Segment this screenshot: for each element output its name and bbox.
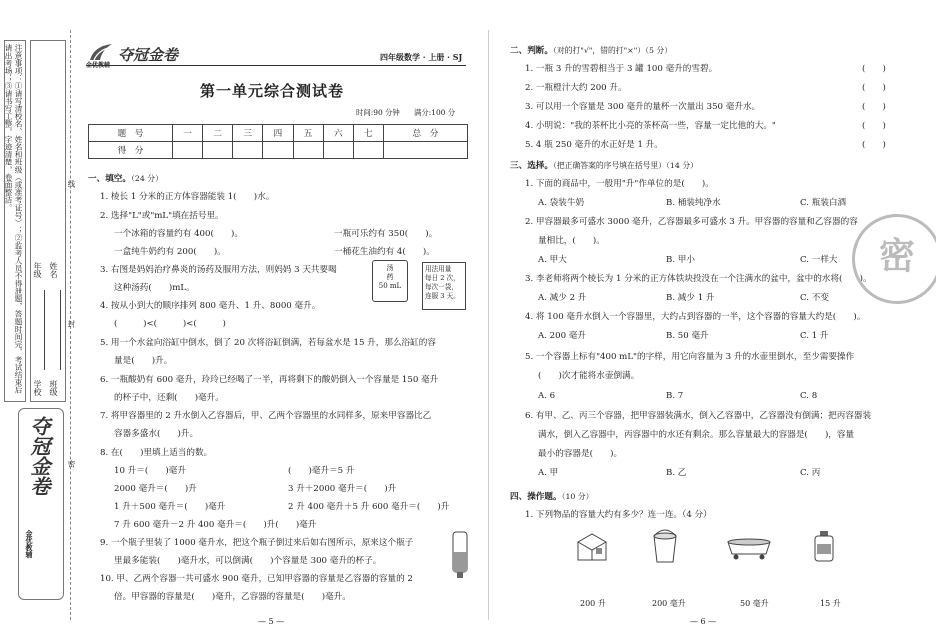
score-table-cell: 总 分 — [383, 125, 467, 142]
score-table-cell: 得 分 — [89, 142, 173, 159]
header-rule — [86, 65, 466, 66]
score-table — [88, 124, 468, 159]
score-table-score-row — [89, 142, 468, 159]
name-line — [60, 290, 61, 370]
q1-text: 1. 棱长 1 分米的正方体容器能装 1( )水。 — [100, 192, 275, 202]
capacity-label-2: 200 毫升 — [652, 599, 686, 608]
score-input-cell[interactable] — [353, 142, 383, 159]
score-table-cell: 题 号 — [89, 125, 173, 142]
choice-q5-a: 5. 一个容器上标有"400 mL"的字样，用它向容量为 3 升的水壶里倒水，至少需要操作 — [525, 352, 855, 362]
q9-text-b: 里最多能装( )毫升水，可以倒满( )个容量是 300 毫升的杯子。 — [114, 556, 382, 566]
exam-full-score: 满分:100 分 — [414, 108, 456, 117]
q8-text: 8. 在( )里填上适当的数。 — [100, 448, 213, 458]
capacity-label-1: 200 升 — [580, 599, 606, 608]
q5-text-b: 量是( )升。 — [114, 356, 173, 366]
choice-q1-option-a: A. 袋装牛奶 — [538, 198, 585, 208]
school-label: 学校 — [33, 380, 42, 396]
exam-time: 时间:90 分钟 — [356, 108, 400, 117]
choice-q2-option-a: A. 甲大 — [538, 255, 567, 265]
section2-points: （对的打"√"，错的打"×"）（5 分） — [552, 46, 673, 55]
brand-vertical-logo: 夺冠金卷 — [27, 416, 51, 496]
capacity-label-4: 15 升 — [820, 599, 841, 608]
score-input-cell[interactable] — [173, 142, 203, 159]
choice-q4-option-a: A. 200 毫升 — [538, 331, 586, 341]
choice-q3: 3. 李老师将两个棱长为 1 分米的正方体铁块投没在一个注满水的盆中，盆中的水将( )。 — [525, 274, 872, 284]
choice-q6-option-c: C. 丙 — [800, 468, 821, 478]
judge-answer-paren[interactable]: ( ) — [862, 121, 886, 131]
inverted-bottle-icon — [452, 530, 468, 580]
q9-text-a: 9. 一个瓶子里装了 1000 毫升水，把这个瓶子倒过来后如右图所示，原来这个瓶子 — [100, 538, 414, 548]
seal-outer-mark: 密 — [67, 460, 76, 468]
score-input-cell[interactable] — [293, 142, 323, 159]
header-subject: 四年级数学 · 上册 · SJ — [380, 52, 463, 62]
brand-small-logo: 金优教辅 — [86, 62, 111, 69]
choice-q5-option-c: C. 8 — [800, 391, 818, 401]
score-table-cell: 四 — [263, 125, 293, 142]
q2a-text: 一个冰箱的容量约有 400( )。 — [114, 229, 243, 239]
section3-points: （把正确答案的序号填在括号里）（14 分） — [552, 161, 698, 170]
score-input-cell[interactable] — [323, 142, 353, 159]
score-input-cell[interactable] — [263, 142, 293, 159]
score-table-cell: 三 — [233, 125, 263, 142]
choice-q6-a: 6. 有甲、乙、丙三个容器，把甲容器装满水，倒入乙容器中，乙容器没有倒满；把丙容器装 — [525, 411, 872, 421]
choice-q4-option-c: C. 1 升 — [800, 331, 829, 341]
q8e-text: 1 升＋500 毫升＝( )毫升 — [114, 502, 226, 512]
score-input-cell[interactable] — [233, 142, 263, 159]
section1-title — [88, 172, 163, 184]
q8f-text: 2 升 400 毫升＋5 升 600 毫升＝( )升 — [288, 502, 450, 512]
q6-text-b: 的杯子中，还剩( )毫升。 — [114, 393, 224, 403]
q8a-text: 10 升＝( )毫升 — [114, 466, 186, 476]
q6-text-a: 6. 一瓶酸奶有 600 毫升，玲玲已经喝了一半，再将剩下的酸奶倒入一个容量是 150 毫升 — [100, 375, 439, 385]
score-table-cell: 一 — [173, 125, 203, 142]
grade-label: 年级 — [33, 262, 42, 278]
page-divider — [488, 30, 489, 620]
choice-q2-a: 2. 甲容器最多可盛水 3000 毫升，乙容器最多可盛水 3 升。甲容器的容量和乙容器的容 — [525, 217, 858, 227]
milk-carton-icon — [574, 528, 610, 564]
choice-q6-c: 最小的容器是( )。 — [538, 449, 623, 459]
choice-q5-b: ( )次才能将水壶倒满。 — [538, 371, 640, 381]
q4-text: 4. 按从小到大的顺序排列 800 毫升、1 升、8000 毫升。 — [100, 301, 321, 311]
choice-q4: 4. 将 100 毫升水倒入一个容器里，大约占到容器的一半，这个容器的容量大约是( )。 — [525, 312, 866, 322]
page-number-left: — 5 — — [258, 617, 285, 626]
choice-q2-b: 量相比，( )。 — [538, 236, 605, 246]
choice-q4-option-b: B. 50 毫升 — [666, 331, 709, 341]
judge-answer-paren[interactable]: ( ) — [862, 102, 886, 112]
section1-title-text: 一、填空。 — [88, 174, 131, 184]
operation-q1: 1. 下列物品的容量大约有多少？连一连。（4 分） — [525, 510, 712, 520]
judge-answer-paren[interactable]: ( ) — [862, 140, 886, 150]
medicine-bag-image: 汤 药 50 mL — [372, 260, 408, 302]
score-table-cell: 七 — [353, 125, 383, 142]
score-table-cell: 二 — [203, 125, 233, 142]
bathtub-icon — [726, 532, 772, 560]
choice-q1: 1. 下面的商品中，一般用"升"作单位的是( )。 — [525, 179, 714, 189]
page-number-right: — 6 — — [690, 617, 717, 626]
section4-title-text: 四、操作题。 — [510, 492, 562, 502]
choice-q3-option-b: B. 减少 1 升 — [666, 293, 715, 303]
q2-text: 2. 选择"L"或"mL"填在括号里。 — [100, 211, 224, 221]
choice-q6-option-b: B. 乙 — [666, 468, 687, 478]
seal-inner-mark: 封 — [67, 320, 76, 328]
judge-item-1: 1. 一瓶 3 升的雪碧相当于 3 罐 100 毫升的雪碧。 — [525, 64, 718, 74]
capacity-label-3: 50 毫升 — [740, 599, 769, 608]
q7-text-a: 7. 将甲容器里的 2 升水倒入乙容器后，甲、乙两个容器里的水同样多，原来甲容器比乙 — [100, 411, 432, 421]
binding-strip — [0, 0, 80, 630]
q4-order-blanks: ( )<( )<( ) — [114, 319, 226, 329]
score-table-header-row — [89, 125, 468, 142]
score-input-cell[interactable] — [383, 142, 467, 159]
judge-item-4: 4. 小明说："我的茶杯比小亮的茶杯高一些，容量一定比他的大。" — [525, 121, 776, 131]
judge-item-3: 3. 可以用一个容量是 300 毫升的量杯一次量出 350 毫升水。 — [525, 102, 761, 112]
choice-q1-option-b: B. 桶装纯净水 — [666, 198, 721, 208]
class-label: 班级 — [49, 380, 58, 396]
dosage-note-box: 用法用量 每日 2 次， 每次一袋， 连服 3 天。 — [422, 262, 466, 310]
choice-q3-option-c: C. 不变 — [800, 293, 829, 303]
choice-q2-option-b: B. 甲小 — [666, 255, 695, 265]
q5-text-a: 5. 用一个水盆向浴缸中倒水，倒了 20 次将浴缸倒满，若每盆水是 15 升，那么浴缸的容 — [100, 338, 436, 348]
q7-text-b: 容器多盛水( )升。 — [114, 429, 199, 439]
name-label: 姓名 — [49, 262, 58, 278]
judge-item-5: 5. 4 瓶 250 毫升的水正好是 1 升。 — [525, 140, 663, 150]
section4-title — [510, 490, 593, 502]
score-table-cell: 五 — [293, 125, 323, 142]
q3-text-b: 这种汤药( )mL。 — [114, 283, 195, 293]
q2c-text: 一盒纯牛奶约有 200( )。 — [114, 247, 226, 257]
water-bucket-icon — [650, 528, 680, 564]
q10-text-a: 10. 甲、乙两个容器一共可盛水 900 毫升，已知甲容器的容量是乙容器的容量的 2 — [100, 574, 413, 584]
brand-small-text: 金优教辅 — [25, 530, 34, 558]
choice-q5-option-b: B. 7 — [666, 391, 684, 401]
q8b-text: ( )毫升＝5 升 — [288, 466, 355, 476]
choice-q1-option-c: C. 瓶装白酒 — [800, 198, 847, 208]
section3-title-text: 三、选择。 — [510, 161, 553, 171]
q2b-text: 一瓶可乐约有 350( )。 — [334, 229, 438, 239]
choice-q3-option-a: A. 减少 2 升 — [538, 293, 587, 303]
q8g-text: 7 升 600 毫升－2 升 400 毫升＝( )升( )毫升 — [114, 520, 317, 530]
score-input-cell[interactable] — [203, 142, 233, 159]
choice-q2-option-c: C. 一样大 — [800, 255, 838, 265]
judge-answer-paren[interactable]: ( ) — [862, 83, 886, 93]
q8d-text: 3 升＋2000 毫升＝( )升 — [288, 484, 397, 494]
section1-points: （24 分） — [130, 174, 163, 183]
brand-emblem-icon — [88, 42, 114, 62]
judge-item-2: 2. 一瓶橙汁大约 200 升。 — [525, 83, 627, 93]
exam-notes: 注意事项：①请写清校名、姓名和班级（或准考证号）；②监考人员不得泄题，答题时间完，考试结束后请出考场；③请书写工整，字迹清楚，卷面整洁。 — [4, 44, 23, 394]
brand-logo: 夺冠金卷 — [118, 46, 179, 64]
choice-q6-b: 满水，倒入乙容器中，丙容器中的水还有剩余。那么容量最大的容器是( )，容量 — [538, 430, 855, 440]
section4-points: （10 分） — [561, 492, 594, 501]
section2-title-text: 二、判断。 — [510, 46, 553, 56]
page-title: 第一单元综合测试卷 — [200, 82, 345, 100]
q8c-text: 2000 毫升＝( )升 — [114, 484, 197, 494]
choice-q6-option-a: A. 甲 — [538, 468, 559, 478]
q2d-text: 一桶花生油约有 4( )。 — [334, 247, 435, 257]
score-table-cell: 六 — [323, 125, 353, 142]
choice-q5-option-a: A. 6 — [538, 391, 556, 401]
confidential-stamp: 密 — [852, 214, 936, 304]
judge-answer-paren[interactable]: ( ) — [862, 64, 886, 74]
grade-line — [44, 290, 45, 370]
q10-text-b: 倍。甲容器的容量是( )毫升，乙容器的容量是( )毫升。 — [114, 592, 351, 602]
section3-title — [510, 159, 698, 171]
q3-text-a: 3. 右图是妈妈治疗鼻炎的汤药及服用方法，则妈妈 3 天共要喝 — [100, 265, 337, 275]
small-bottle-icon — [812, 530, 836, 562]
section2-title — [510, 44, 672, 56]
seal-line-mark: 线 — [67, 180, 76, 188]
